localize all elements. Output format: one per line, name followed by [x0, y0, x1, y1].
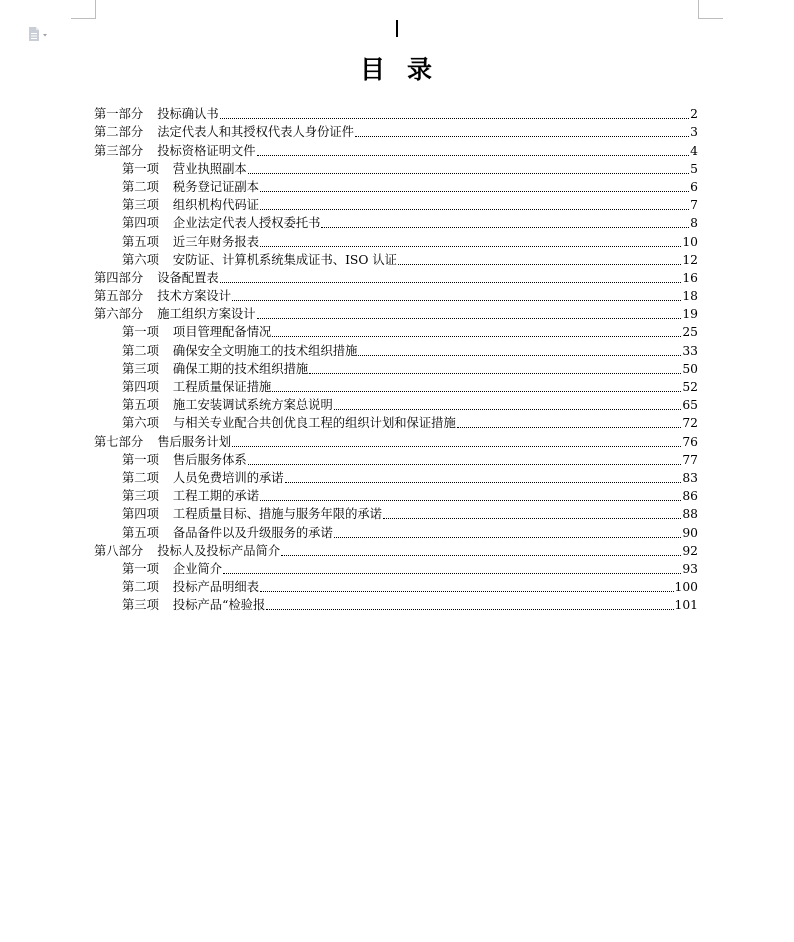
- toc-dot-leader: [383, 518, 681, 519]
- toc-entry-title: 近三年财务报表: [172, 234, 259, 249]
- toc-entry-title: 组织机构代码证: [172, 198, 259, 213]
- toc-dot-leader: [281, 555, 681, 556]
- toc-entry-number: 第六项: [122, 252, 159, 267]
- toc-entry-item[interactable]: [94, 451, 698, 469]
- toc-page-number: 52: [682, 380, 698, 394]
- toc-dot-leader: [257, 155, 690, 156]
- toc-entry-number: 第一项: [122, 161, 159, 176]
- toc-dot-leader: [223, 573, 681, 574]
- toc-entry-number: 第五项: [122, 234, 159, 249]
- toc-entry-number: 第六部分: [94, 307, 144, 322]
- toc-dot-leader: [220, 118, 689, 119]
- toc-entry-item[interactable]: [94, 396, 698, 414]
- toc-entry-item[interactable]: [94, 560, 698, 578]
- toc-dot-leader: [272, 391, 681, 392]
- toc-entry-title: 安防证、计算机系统集成证书、ISO 认证: [172, 252, 397, 267]
- crop-mark-top-right: [698, 0, 723, 19]
- toc-entry-item[interactable]: [94, 469, 698, 487]
- toc-entry-title: 投标人及投标产品简介: [157, 543, 281, 558]
- toc-dot-leader: [285, 482, 682, 483]
- toc-entry-number: 第五部分: [94, 289, 144, 304]
- toc-entry-title: 投标产品明细表: [172, 580, 259, 595]
- crop-mark-top-left: [71, 0, 96, 19]
- toc-entry-number: 第四项: [122, 380, 159, 394]
- toc-entry-number: 第四项: [122, 507, 159, 522]
- toc-page-number: 6: [690, 179, 698, 194]
- toc-page-number: 90: [682, 525, 698, 540]
- title-char-1: 目: [359, 55, 387, 84]
- toc-page-number: 3: [690, 125, 698, 140]
- toc-entry-number: 第六项: [122, 416, 159, 431]
- toc-page-number: 33: [682, 343, 698, 358]
- toc-entry-part[interactable]: [94, 141, 698, 159]
- toc-page-number: 2: [690, 107, 698, 122]
- toc-dot-leader: [260, 191, 689, 192]
- title-char-2: 录: [407, 55, 435, 84]
- toc-dot-leader: [272, 336, 681, 337]
- toc-entry-item[interactable]: [94, 214, 698, 232]
- toc-page-number: 77: [682, 452, 698, 467]
- toc-page-number: 50: [682, 361, 698, 376]
- toc-entry-title: 确保安全文明施工的技术组织措施: [172, 343, 358, 358]
- toc-entry-number: 第三项: [122, 598, 159, 613]
- toc-page-number: 86: [682, 489, 698, 504]
- toc-entry-number: 第二项: [122, 580, 159, 595]
- toc-entry-item[interactable]: [94, 414, 698, 432]
- toc-entry-title: 人员免费培训的承诺: [172, 470, 284, 485]
- toc-entry-number: 第一项: [122, 452, 159, 467]
- toc-entry-title: 投标确认书: [157, 107, 219, 122]
- toc-entry-number: 第一部分: [94, 107, 144, 122]
- toc-page-number: 19: [682, 307, 698, 322]
- toc-entry-title: 售后服务计划: [157, 434, 231, 449]
- toc-entry-number: 第一项: [122, 561, 159, 576]
- toc-entry-part[interactable]: [94, 287, 698, 305]
- toc-entry-title: 售后服务体系: [172, 452, 247, 467]
- toc-page-number: 92: [682, 543, 698, 558]
- toc-entry-number: 第三项: [122, 489, 159, 504]
- toc-entry-title: 企业法定代表人授权委托书: [172, 216, 321, 231]
- toc-entry-item[interactable]: [94, 160, 698, 178]
- toc-dot-leader: [260, 591, 674, 592]
- toc-entry-title: 技术方案设计: [157, 289, 231, 304]
- toc-entry-item[interactable]: [94, 523, 698, 541]
- toc-page-number: 12: [682, 252, 698, 267]
- toc-dot-leader: [257, 318, 682, 319]
- toc-page-number: 4: [690, 143, 698, 158]
- toc-dot-leader: [260, 246, 681, 247]
- toc-entry-part[interactable]: [94, 432, 698, 450]
- toc-entry-title: 工程质量保证措施: [172, 380, 272, 394]
- toc-entry-part[interactable]: [94, 123, 698, 141]
- toc-entry-item[interactable]: [94, 196, 698, 214]
- toc-entry-item[interactable]: [94, 596, 698, 614]
- toc-page-number: 72: [682, 416, 698, 431]
- toc-entry-item[interactable]: [94, 251, 698, 269]
- toc-page-number: 65: [682, 398, 698, 413]
- toc-entry-item[interactable]: [94, 360, 698, 378]
- toc-dot-leader: [355, 136, 689, 137]
- toc-entry-title: 税务登记证副本: [172, 179, 259, 194]
- toc-dot-leader: [334, 409, 682, 410]
- toc-dot-leader: [309, 373, 681, 374]
- toc-entry-title: 工程工期的承诺: [172, 489, 259, 504]
- toc-dot-leader: [260, 500, 681, 501]
- toc-entry-number: 第七部分: [94, 434, 144, 449]
- toc-dot-leader: [321, 227, 689, 228]
- toc-entry-number: 第八部分: [94, 543, 144, 558]
- toc-dot-leader: [248, 464, 682, 465]
- toc-page-number: 88: [682, 507, 698, 522]
- toc-dot-leader: [457, 427, 682, 428]
- toc-entry-title: 法定代表人和其授权代表人身份证件: [157, 125, 354, 140]
- toc-entry-number: 第四项: [122, 216, 159, 231]
- toc-entry-item[interactable]: [94, 378, 698, 396]
- toc-entry-item[interactable]: [94, 487, 698, 505]
- toc-dot-leader: [334, 537, 682, 538]
- toc-entry-part[interactable]: [94, 305, 698, 323]
- toc-entry-title: 施工安装调试系统方案总说明: [172, 398, 333, 413]
- toc-entry-item[interactable]: [94, 178, 698, 196]
- toc-page-number: 76: [682, 434, 698, 449]
- toc-entry-number: 第二部分: [94, 125, 144, 140]
- toc-entry-part[interactable]: [94, 105, 698, 123]
- toc-entry-title: 投标资格证明文件: [157, 143, 256, 158]
- toc-page-number: 7: [690, 198, 698, 213]
- toc-page-number: 101: [674, 598, 698, 613]
- toc-dot-leader: [220, 282, 682, 283]
- page-title: [0, 50, 794, 86]
- toc-entry-number: 第二项: [122, 470, 159, 485]
- toc-entry-title: 投标产品“检验报: [172, 598, 266, 613]
- toc-entry-item[interactable]: [94, 232, 698, 250]
- toc-entry-part[interactable]: [94, 269, 698, 287]
- toc-entry-item[interactable]: [94, 341, 698, 359]
- toc-entry-part[interactable]: [94, 542, 698, 560]
- toc-page-number: 5: [690, 161, 698, 176]
- toc-entry-title: 确保工期的技术组织措施: [172, 361, 309, 376]
- toc-entry-title: 与相关专业配合共创优良工程的组织计划和保证措施: [172, 416, 456, 431]
- toc-entry-number: 第三部分: [94, 143, 144, 158]
- toc-page-number: 18: [682, 289, 698, 304]
- toc-dot-leader: [232, 300, 681, 301]
- toc-page-number: 93: [682, 561, 698, 576]
- toc-entry-item[interactable]: [94, 323, 698, 341]
- toc-page-number: 25: [682, 325, 698, 340]
- toc-entry-item[interactable]: [94, 578, 698, 596]
- toc-page-number: 100: [674, 580, 698, 595]
- toc-dot-leader: [260, 209, 689, 210]
- document-icon[interactable]: [28, 26, 50, 40]
- toc-entry-title: 备品备件以及升级服务的承诺: [172, 525, 333, 540]
- toc-page-number: 83: [682, 470, 698, 485]
- toc-entry-item[interactable]: [94, 505, 698, 523]
- toc-page-number: 16: [682, 270, 698, 285]
- toc-entry-title: 营业执照副本: [172, 161, 247, 176]
- toc-entry-number: 第三项: [122, 198, 159, 213]
- toc-entry-number: 第一项: [122, 325, 159, 340]
- toc-entry-title: 项目管理配备情况: [172, 325, 272, 340]
- toc-entry-number: 第三项: [122, 361, 159, 376]
- table-of-contents: [94, 105, 698, 614]
- toc-page-number: 8: [690, 216, 698, 231]
- toc-dot-leader: [248, 173, 689, 174]
- toc-entry-number: 第二项: [122, 343, 159, 358]
- toc-entry-number: 第四部分: [94, 270, 144, 285]
- toc-entry-title: 工程质量目标、措施与服务年限的承诺: [172, 507, 382, 522]
- toc-entry-title: 设备配置表: [157, 270, 219, 285]
- toc-entry-number: 第五项: [122, 398, 159, 413]
- toc-entry-number: 第五项: [122, 525, 159, 540]
- toc-dot-leader: [398, 264, 681, 265]
- toc-page-number: 10: [682, 234, 698, 249]
- toc-dot-leader: [232, 446, 681, 447]
- toc-dot-leader: [358, 355, 681, 356]
- text-cursor: [396, 20, 398, 37]
- toc-entry-number: 第二项: [122, 179, 159, 194]
- toc-entry-title: 企业简介: [172, 561, 223, 576]
- toc-entry-title: 施工组织方案设计: [157, 307, 256, 322]
- toc-dot-leader: [266, 609, 673, 610]
